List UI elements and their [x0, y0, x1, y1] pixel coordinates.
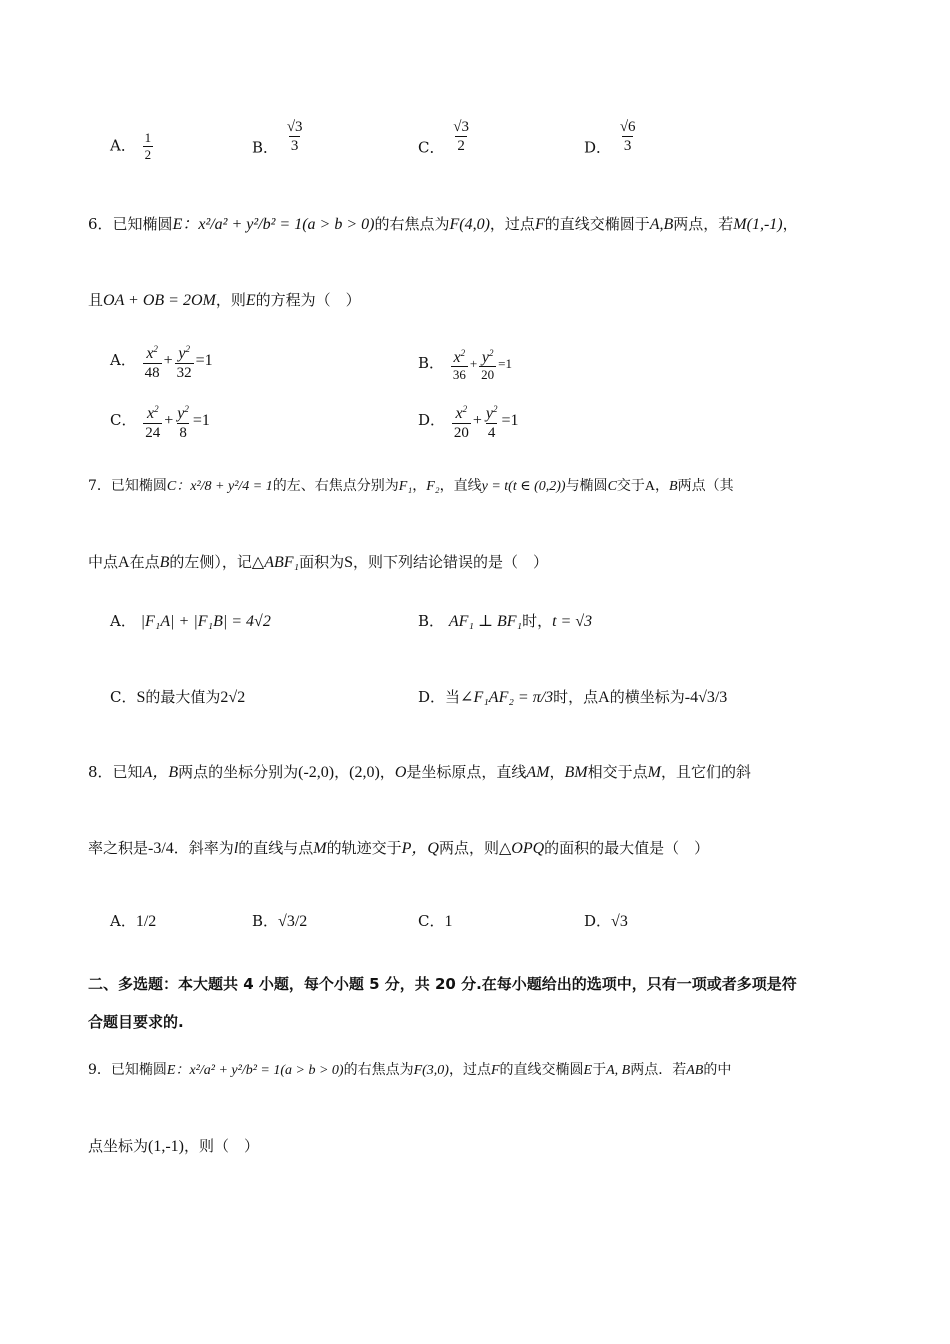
- numerator: √3: [286, 119, 303, 135]
- option-label: D．: [584, 138, 612, 157]
- q8-option-b: [252, 910, 307, 931]
- text: ，: [412, 478, 427, 494]
- section-heading-line1: 二、多选题：本大题共 4 小题，每个小题 5 分，共 20 分.在每小题给出的选项中，只有一项或者多项是符: [88, 975, 797, 993]
- text: 是坐标原点，直线: [406, 763, 527, 781]
- q6-stem-line1: [88, 212, 798, 237]
- math: E: [583, 1063, 593, 1078]
- math: M: [647, 764, 661, 781]
- math: =1: [501, 412, 519, 429]
- math: A,B: [649, 216, 674, 233]
- q6-option-c: C． $\frac{x^2}{24}$ + $\frac{y^2}{8}$ =1: [110, 400, 210, 442]
- math: F₂: [426, 479, 440, 494]
- math: M(1,-1): [733, 216, 783, 233]
- q8-stem-line2: [88, 836, 709, 861]
- denominator: 48: [144, 365, 160, 381]
- text: 已知: [112, 763, 143, 781]
- text: 的横坐标为: [609, 688, 685, 706]
- fraction: $\frac{x^2}{24}$: [145, 404, 161, 441]
- option-label: B．: [252, 138, 279, 157]
- text: 的左侧），记: [169, 553, 252, 571]
- ellipse-equation: C：x²/8 + y²/4 = 1: [166, 479, 273, 494]
- q8-option-d: [584, 910, 628, 931]
- text: 的左、右焦点分别为: [272, 478, 399, 494]
- text: 点坐标为: [88, 1137, 149, 1155]
- denominator: 2: [457, 138, 465, 154]
- text: ，过点: [489, 215, 535, 233]
- text: ，则下列结论错误的是（ ）: [353, 553, 549, 571]
- math: A: [118, 554, 130, 571]
- text: 且: [88, 291, 104, 309]
- text: ，且它们的斜: [660, 763, 751, 781]
- option-label: B．: [418, 612, 445, 630]
- q5-option-c: [418, 118, 473, 158]
- denominator: 3: [623, 138, 632, 154]
- denominator: 24: [145, 425, 161, 441]
- q7-stem-line1: [88, 474, 734, 499]
- fraction: [143, 130, 154, 163]
- text: 两点．若: [630, 1062, 687, 1078]
- line-equation: y = t(t ∈ (0,2)): [481, 479, 566, 494]
- math: P，Q: [401, 840, 439, 857]
- math: √3: [611, 913, 628, 930]
- option-label: B．: [418, 354, 445, 372]
- math: BM: [564, 764, 588, 781]
- text: ，直线: [439, 478, 482, 494]
- text: 两点，则: [438, 839, 499, 857]
- text: ．斜率为: [173, 839, 234, 857]
- math: AF₁ ⊥ BF₁: [448, 613, 523, 630]
- math: AB: [686, 1063, 704, 1078]
- denominator: 4: [487, 425, 496, 441]
- math: A: [598, 689, 610, 706]
- math: M: [313, 840, 327, 857]
- q7-option-b: [418, 610, 592, 631]
- fraction: $\frac{y^2}{20}$: [481, 348, 495, 382]
- math: (2,0): [349, 764, 380, 781]
- question-number: 8．: [88, 763, 113, 781]
- option-label: C．: [110, 411, 137, 429]
- q6-stem-line2: [88, 288, 361, 313]
- option-label: A．: [110, 912, 136, 930]
- fraction: $\frac{x^2}{36}$: [452, 348, 466, 382]
- question-number: 7．: [88, 478, 111, 494]
- fraction: $\frac{x^2}{20}$: [453, 404, 469, 441]
- vector-equation: OA + OB = 2OM: [103, 292, 216, 309]
- math: 1/2: [135, 913, 157, 930]
- q8-option-c: [418, 910, 452, 931]
- math: -3/4: [148, 840, 174, 857]
- denominator: 36: [452, 367, 466, 382]
- text: 当: [445, 688, 461, 706]
- q7-option-a: [110, 610, 271, 631]
- denominator: 2: [144, 147, 152, 162]
- q7-option-c: [110, 686, 245, 707]
- option-label: B．: [252, 912, 279, 930]
- section-heading-line2: 合题目要求的.: [88, 1013, 184, 1031]
- text: ，过点: [448, 1062, 491, 1078]
- math: C: [607, 479, 617, 494]
- math: F₁: [398, 479, 413, 494]
- math: 1: [444, 913, 453, 930]
- focus-point: F(4,0): [449, 216, 490, 233]
- option-label: C．: [110, 688, 137, 706]
- q7-stem-line2: [88, 550, 548, 575]
- option-label: A．: [110, 612, 136, 630]
- text: 两点，若: [673, 215, 734, 233]
- math: A，B: [142, 764, 179, 781]
- option-label: A．: [110, 136, 136, 155]
- numerator: √6: [619, 119, 636, 135]
- text: 两点（其: [677, 478, 734, 494]
- text: 的面积的最大值是（ ）: [544, 839, 710, 857]
- q7-option-d: [418, 686, 727, 707]
- math: S: [136, 689, 146, 706]
- text: 的方程为（ ）: [255, 291, 361, 309]
- text: ，: [782, 215, 798, 233]
- q6-option-b: B． $\frac{x^2}{36}$ + $\frac{y^2}{20}$ =1: [418, 345, 512, 383]
- text: 率之积是: [88, 839, 149, 857]
- option-label: C．: [418, 912, 445, 930]
- text: 已知椭圆: [110, 1062, 167, 1078]
- math: F: [490, 1063, 500, 1078]
- option-label: A．: [110, 351, 136, 369]
- text: 的直线交椭圆于: [544, 215, 650, 233]
- fraction: [285, 118, 305, 155]
- q8-stem-line1: [88, 760, 751, 785]
- q6-option-a: A． $\frac{x^2}{48}$ + $\frac{y^2}{32}$ =1: [110, 340, 213, 382]
- numerator: 1: [144, 130, 152, 145]
- text: 的轨迹交于: [326, 839, 402, 857]
- math: =1: [195, 352, 213, 369]
- text: ，: [334, 763, 350, 781]
- text: 的右焦点为: [374, 215, 450, 233]
- text: 的右焦点为: [343, 1062, 414, 1078]
- q8-option-a: [110, 910, 156, 931]
- denominator: 8: [179, 425, 187, 441]
- math: △OPQ: [498, 840, 545, 857]
- text: ，: [379, 763, 395, 781]
- math: l: [233, 840, 239, 857]
- math: B: [669, 479, 678, 494]
- text: 的直线与点: [238, 839, 314, 857]
- text: 与椭圆: [565, 478, 608, 494]
- text: 面积为: [299, 553, 345, 571]
- text: 交于: [616, 478, 645, 494]
- q9-stem-line1: [88, 1058, 731, 1083]
- math: -4√3/3: [684, 689, 728, 706]
- denominator: 32: [176, 365, 192, 381]
- fraction: [451, 118, 471, 155]
- text: ，则: [215, 291, 246, 309]
- math: F(3,0): [413, 1063, 449, 1078]
- text: ，则（ ）: [184, 1137, 260, 1155]
- ellipse-equation: E：x²/a² + y²/b² = 1(a > b > 0): [172, 216, 375, 233]
- text: 的直线交椭圆: [499, 1062, 584, 1078]
- text: 中点: [88, 553, 119, 571]
- math: (1,-1): [148, 1138, 184, 1155]
- math: E: [245, 292, 256, 309]
- option-label: D．: [418, 411, 446, 429]
- math: =1: [498, 356, 512, 371]
- ellipse-equation: E：x²/a² + y²/b² = 1(a > b > 0): [166, 1063, 344, 1078]
- option-label: D．: [418, 688, 446, 706]
- text: 相交于点: [587, 763, 648, 781]
- text: ，: [655, 478, 670, 494]
- math: |F₁A| + |F₁B| = 4√2: [140, 613, 271, 630]
- denominator: 20: [453, 425, 469, 441]
- q5-option-d: [584, 118, 640, 158]
- fraction: [618, 118, 638, 155]
- text: ，: [549, 763, 565, 781]
- math: S: [344, 554, 353, 571]
- text: 时，点: [553, 688, 599, 706]
- text: 已知椭圆: [110, 478, 167, 494]
- q6-option-d: D． $\frac{x^2}{20}$ + $\frac{y^2}{4}$ =1: [418, 400, 518, 442]
- math: 2√2: [220, 689, 246, 706]
- math: B: [159, 554, 170, 571]
- text: 时，: [522, 612, 553, 630]
- math: A: [644, 479, 656, 494]
- math: AM: [526, 764, 550, 781]
- q9-stem-line2: [88, 1134, 259, 1159]
- denominator: 20: [481, 367, 495, 382]
- math: O: [394, 764, 407, 781]
- math: √3/2: [278, 913, 308, 930]
- question-number: 9．: [88, 1062, 111, 1078]
- math: (-2,0): [298, 764, 335, 781]
- fraction: $\frac{y^2}{8}$: [177, 404, 189, 441]
- option-label: D．: [584, 912, 612, 930]
- denominator: 3: [290, 138, 299, 154]
- triangle-label: △ABF₁: [251, 554, 300, 571]
- q5-option-b: [252, 118, 307, 158]
- text: 的中: [703, 1062, 732, 1078]
- fraction: $\frac{y^2}{32}$: [176, 344, 192, 381]
- question-number: 6．: [88, 215, 113, 233]
- text: 的最大值为: [145, 688, 221, 706]
- math: t = √3: [552, 613, 593, 630]
- text: 于: [592, 1062, 607, 1078]
- fraction: $\frac{x^2}{48}$: [144, 344, 160, 381]
- q5-option-a: [110, 130, 155, 163]
- text: 两点的坐标分别为: [178, 763, 299, 781]
- fraction: $\frac{y^2}{4}$: [485, 404, 498, 441]
- text: 已知椭圆: [112, 215, 173, 233]
- math: F: [534, 216, 545, 233]
- math: =1: [192, 412, 210, 429]
- math: ∠F₁AF₂ = π/3: [460, 689, 554, 706]
- math: A, B: [606, 1063, 631, 1078]
- option-label: C．: [418, 138, 445, 157]
- numerator: √3: [453, 119, 469, 135]
- text: 在点: [129, 553, 160, 571]
